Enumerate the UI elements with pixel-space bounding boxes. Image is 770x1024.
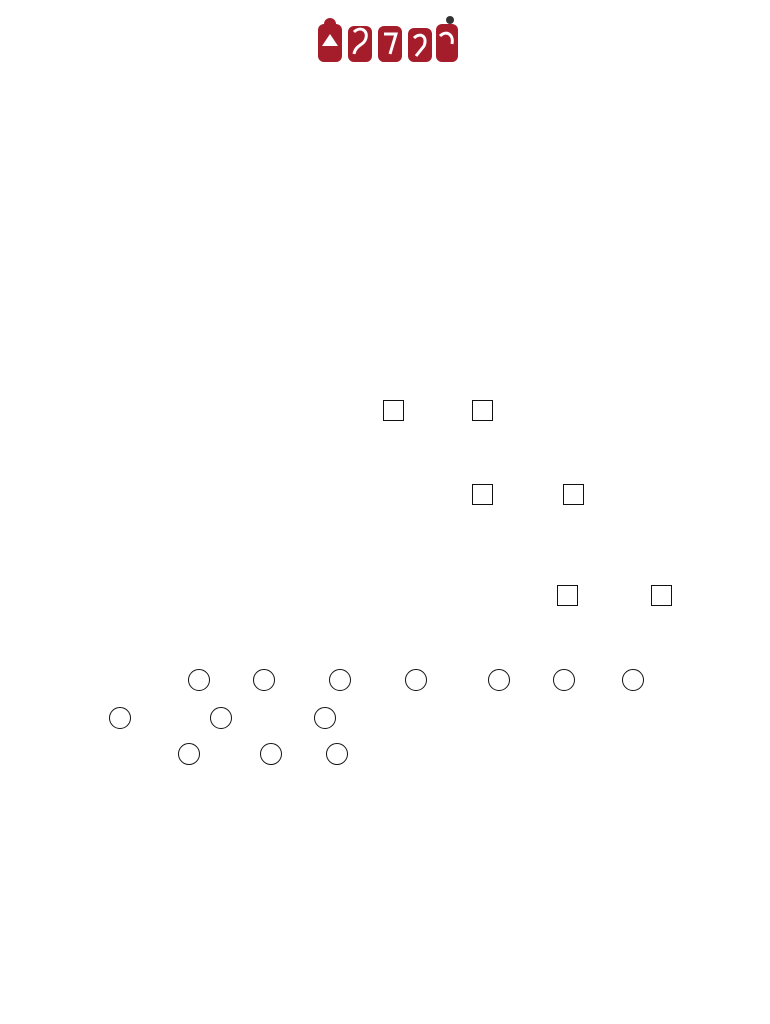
school-prairie-wind-radio[interactable] xyxy=(210,707,232,729)
school-davis-radio[interactable] xyxy=(253,669,275,691)
played-yes-checkbox[interactable] xyxy=(383,400,404,421)
recreation-division-logo xyxy=(310,16,464,104)
division-5-6-checkbox[interactable] xyxy=(651,585,672,606)
school-hobbs-radio[interactable] xyxy=(553,669,575,691)
division-3-4-checkbox[interactable] xyxy=(557,585,578,606)
school-deming-radio[interactable] xyxy=(329,669,351,691)
school-gilchrist-radio[interactable] xyxy=(488,669,510,691)
school-anderson-radio[interactable] xyxy=(260,743,282,765)
played-no-checkbox[interactable] xyxy=(472,400,493,421)
school-pioneer-park-radio[interactable] xyxy=(109,707,131,729)
athletes-figures-icon xyxy=(310,16,464,66)
same-team-yes-checkbox[interactable] xyxy=(472,484,493,505)
school-willadsen-radio[interactable] xyxy=(314,707,336,729)
school-freedom-radio[interactable] xyxy=(405,669,427,691)
school-alta-vista-radio[interactable] xyxy=(178,743,200,765)
school-clawson-radio[interactable] xyxy=(188,669,210,691)
same-team-no-checkbox[interactable] xyxy=(563,484,584,505)
school-jessup-radio[interactable] xyxy=(622,669,644,691)
school-baggs-radio[interactable] xyxy=(326,743,348,765)
